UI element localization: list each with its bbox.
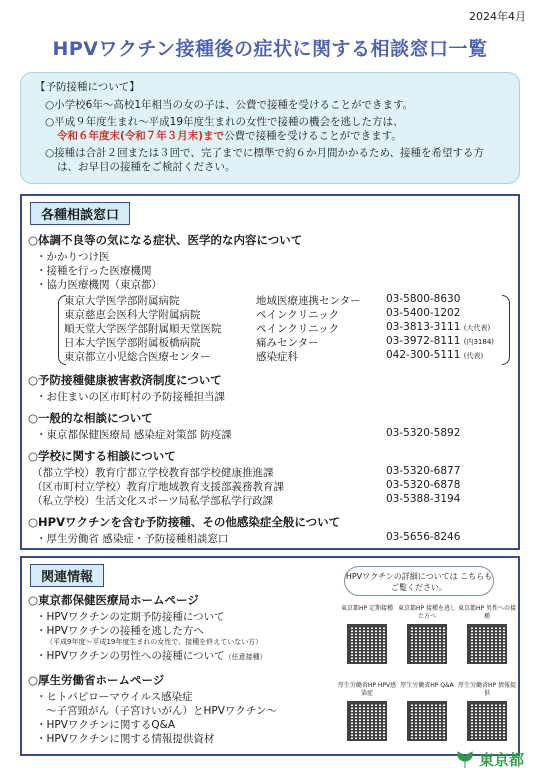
p2-deadline: 令和６年度末(令和７年３月末)まで [57, 130, 225, 142]
issue-date: 2024年4月 [469, 10, 526, 23]
hospital-name: 東京大学医学部附属病院 [64, 295, 180, 307]
related-info-section [20, 556, 520, 756]
hospital-tel[interactable]: 03-3972-8111 (内3184) [386, 335, 495, 347]
hospital-name: 東京慈恵会医科大学附属病院 [64, 309, 201, 321]
consultation-section [20, 194, 520, 550]
qr-hint-cloud: HPVワクチンの詳細については こちらもご覧ください。 [344, 566, 494, 596]
mhlw-hp-heading: ○厚生労働省ホームページ [28, 673, 165, 687]
school-tel[interactable]: 03-5388-3194 [386, 493, 461, 505]
hospital-dept: ペインクリニック [256, 309, 340, 321]
qr-label: 東京都HP 接種を逃した方へ [397, 605, 457, 620]
consultation-heading: 各種相談窓口 [30, 202, 130, 225]
category-general: ○一般的な相談について [28, 411, 153, 425]
school-item: （区市町村立学校）教育庁地域教育支援部義務教育課 [32, 481, 284, 493]
mhlw-consult-tel[interactable]: 03-5656-8246 [386, 531, 461, 543]
qr-code-icon[interactable] [467, 701, 507, 741]
school-item: （都立学校）教育庁都立学校教育部学校健康推進課 [32, 467, 274, 479]
tokyo-link[interactable]: ・HPVワクチンの定期予防接種について [36, 611, 225, 623]
hospital-name: 順天堂大学医学部附属順天堂医院 [64, 323, 222, 335]
related-info-heading: 関連情報 [30, 564, 104, 587]
category-all-infections: ○HPVワクチンを含む予防接種、その他感染症全般について [28, 515, 341, 529]
ginkgo-leaf-icon [455, 750, 475, 770]
hospital-dept: 地域医療連携センター [256, 295, 361, 307]
qr-label: 東京都HP 定期接種 [340, 605, 394, 612]
general-item: ・東京都保健医療局 感染症対策部 防疫課 [36, 429, 232, 441]
category-school: ○学校に関する相談について [28, 449, 176, 463]
hospital-tel[interactable]: 03-5400-1202 [386, 307, 461, 319]
vaccination-info-p2 [45, 115, 505, 144]
mhlw-consult-item: ・厚生労働省 感染症・予防接種相談窓口 [36, 533, 229, 545]
vaccination-info-p3: ○接種は合計２回または３回で、完了までに標準で約６か月間かかるため、接種を希望する方は、お早目の接種をご検討ください。 [45, 146, 485, 173]
qr-code-icon[interactable] [347, 701, 387, 741]
qr-label: 厚生労働省HP HPV感染症 [337, 682, 397, 697]
tokyo-link-note: （平成9年度～平成19年度生まれの女性で、接種を終えていない方） [46, 638, 263, 646]
bracket-right [502, 295, 510, 365]
tokyo-link[interactable]: ・HPVワクチンの男性への接種について（任意接種） [36, 650, 267, 662]
mhlw-link-sub: ～子宮頸がん（子宮けいがん）とHPVワクチン～ [46, 705, 277, 717]
tokyo-link[interactable]: ・HPVワクチンの接種を逃した方へ [36, 625, 204, 637]
qr-label: 厚生労働省HP Q&A [400, 682, 454, 689]
qr-label: 東京都HP 男性への接種 [457, 605, 517, 620]
qr-code-icon[interactable] [407, 701, 447, 741]
p2-text-a: ○平成９年度生まれ～平成19年度生まれの女性で接種の機会を逃した方は、 [45, 115, 404, 128]
school-tel[interactable]: 03-5320-6877 [386, 465, 461, 477]
relief-item: ・お住まいの区市町村の予防接種担当課 [36, 391, 225, 403]
p2-text-b: 公費で接種を受けることができます。 [224, 130, 402, 142]
hospital-dept: 感染症科 [256, 351, 298, 363]
hospital-tel[interactable]: 03-5800-8630 [386, 293, 461, 305]
vaccination-info-p1: ○小学校6年～高校1年相当の女の子は、公費で接種を受けることができます。 [45, 99, 414, 111]
qr-label: 厚生労働省HP 情報提供 [457, 682, 517, 697]
school-tel[interactable]: 03-5320-6878 [386, 479, 461, 491]
qr-code-icon[interactable] [467, 624, 507, 664]
qr-code-icon[interactable] [347, 624, 387, 664]
category-relief-system: ○予防接種健康被害救済制度について [28, 373, 222, 387]
hospital-dept: ペインクリニック [256, 323, 340, 335]
vaccination-info-heading: 【予防接種について】 [35, 81, 140, 93]
hospital-tel[interactable]: 042-300-5111 (代表) [386, 349, 484, 361]
mhlw-link[interactable]: ・HPVワクチンに関するQ&A [36, 719, 176, 731]
symptom-item-3: ・協力医療機関（東京都） [36, 279, 162, 291]
hospital-tel[interactable]: 03-3813-3111 (大代表) [386, 321, 491, 333]
tokyo-hp-heading: ○東京都保健医療局ホームページ [28, 593, 199, 607]
mhlw-link[interactable]: ・HPVワクチンに関する情報提供資材 [36, 733, 215, 745]
symptom-item-1: ・かかりつけ医 [36, 251, 110, 263]
vaccination-info-box [20, 72, 520, 184]
hospital-dept: 痛みセンター [256, 337, 319, 349]
tokyo-logo [455, 749, 524, 770]
mhlw-link[interactable]: ・ヒトパピローマウイルス感染症 [36, 691, 193, 703]
page-title: HPVワクチン接種後の症状に関する相談窓口一覧 [52, 38, 488, 60]
category-symptoms: ○体調不良等の気になる症状、医学的な内容について [28, 233, 303, 247]
symptom-item-2: ・接種を行った医療機関 [36, 265, 152, 277]
logo-text: 東京都 [478, 751, 524, 769]
school-item: （私立学校）生活文化スポーツ局私学部私学行政課 [32, 495, 274, 507]
general-tel[interactable]: 03-5320-5892 [386, 427, 461, 439]
hospital-name: 東京都立小児総合医療センター [64, 351, 211, 363]
qr-code-icon[interactable] [407, 624, 447, 664]
hospital-name: 日本大学医学部附属板橋病院 [64, 337, 201, 349]
